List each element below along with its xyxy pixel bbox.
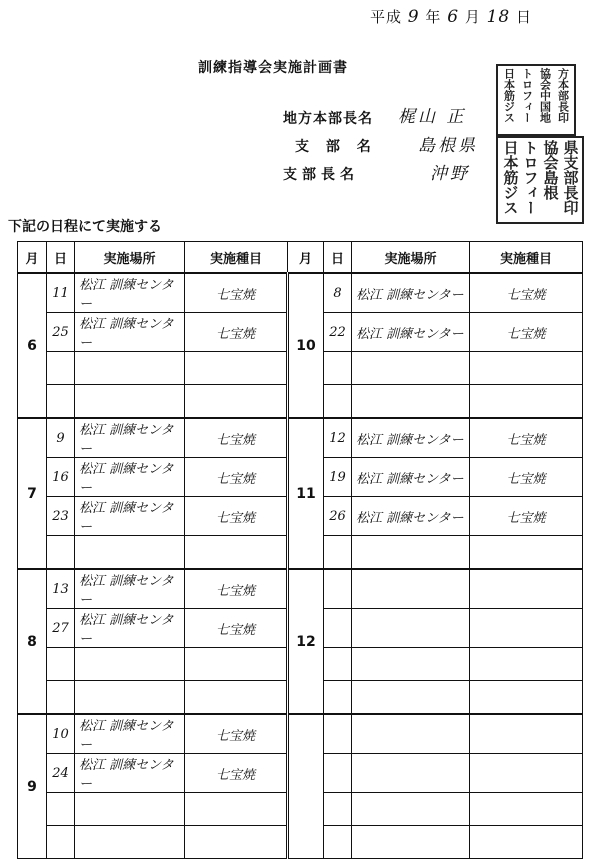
col-month-right: 月	[288, 242, 324, 274]
month-cell-right: 11	[288, 418, 324, 569]
table-row	[18, 714, 583, 754]
type-cell: 七宝焼	[185, 714, 288, 754]
day-cell	[324, 793, 352, 826]
table-row	[18, 273, 583, 313]
day-cell: 26	[324, 497, 352, 536]
date-month-unit: 月	[464, 8, 481, 26]
day-cell: 23	[47, 497, 75, 536]
month-cell-left: 7	[18, 418, 47, 569]
day-cell	[324, 754, 352, 793]
col-place-right: 実施場所	[352, 242, 470, 274]
place-cell: 松江 訓練センター	[75, 569, 185, 609]
type-cell	[185, 793, 288, 826]
place-cell	[75, 352, 185, 385]
branch-head-value: 沖野	[430, 164, 470, 184]
type-cell	[470, 609, 583, 648]
day-cell	[47, 648, 75, 681]
type-cell: 七宝焼	[470, 418, 583, 458]
day-cell	[47, 536, 75, 570]
branch-head-label: 支部長名	[283, 167, 359, 183]
type-cell: 七宝焼	[470, 497, 583, 536]
place-cell: 松江 訓練センター	[75, 313, 185, 352]
regional-seal-stamp: 方本部長印 協会中国地 トロフィー 日本筋ジス	[496, 64, 576, 136]
branch-seal-stamp: 県支部長印 協会島根 トロフィー 日本筋ジス	[496, 136, 584, 224]
date-era: 平成	[370, 8, 403, 26]
place-cell: 松江 訓練センター	[75, 458, 185, 497]
place-cell	[352, 352, 470, 385]
place-cell	[352, 385, 470, 419]
day-cell	[47, 826, 75, 859]
month-cell-left: 8	[18, 569, 47, 714]
place-cell	[75, 648, 185, 681]
col-month-left: 月	[18, 242, 47, 274]
type-cell	[470, 754, 583, 793]
place-cell: 松江 訓練センター	[75, 714, 185, 754]
place-cell	[352, 648, 470, 681]
day-cell	[324, 569, 352, 609]
place-cell: 松江 訓練センター	[75, 418, 185, 458]
col-place-left: 実施場所	[75, 242, 185, 274]
place-cell: 松江 訓練センター	[352, 497, 470, 536]
col-type-right: 実施種目	[470, 242, 583, 274]
type-cell	[185, 681, 288, 715]
type-cell	[470, 352, 583, 385]
month-cell-left: 6	[18, 273, 47, 418]
type-cell: 七宝焼	[470, 273, 583, 313]
col-day-right: 日	[324, 242, 352, 274]
place-cell	[75, 826, 185, 859]
place-cell	[352, 609, 470, 648]
col-type-left: 実施種目	[185, 242, 288, 274]
type-cell	[470, 536, 583, 570]
month-cell-right	[288, 714, 324, 859]
type-cell	[470, 793, 583, 826]
regional-head-value: 梶山 正	[398, 107, 467, 127]
type-cell	[185, 385, 288, 419]
place-cell: 松江 訓練センター	[75, 273, 185, 313]
type-cell	[470, 648, 583, 681]
place-cell	[75, 536, 185, 570]
day-cell	[324, 681, 352, 715]
intro-text: 下記の日程にて実施する	[8, 219, 162, 235]
day-cell: 13	[47, 569, 75, 609]
place-cell: 松江 訓練センター	[352, 313, 470, 352]
type-cell	[185, 826, 288, 859]
type-cell	[185, 536, 288, 570]
day-cell: 19	[324, 458, 352, 497]
type-cell: 七宝焼	[470, 458, 583, 497]
day-cell: 12	[324, 418, 352, 458]
type-cell: 七宝焼	[185, 754, 288, 793]
month-cell-right: 10	[288, 273, 324, 418]
date-day-unit: 日	[516, 8, 533, 26]
month-cell-left: 9	[18, 714, 47, 859]
regional-head-label: 地方本部長名	[283, 111, 373, 127]
type-cell	[470, 681, 583, 715]
day-cell: 27	[47, 609, 75, 648]
day-cell	[47, 352, 75, 385]
type-cell	[185, 352, 288, 385]
day-cell: 9	[47, 418, 75, 458]
type-cell: 七宝焼	[470, 313, 583, 352]
day-cell	[324, 609, 352, 648]
document-date	[370, 6, 532, 27]
date-month: 6	[447, 7, 460, 27]
schedule-table	[17, 241, 583, 859]
type-cell	[470, 826, 583, 859]
type-cell: 七宝焼	[185, 569, 288, 609]
place-cell	[352, 826, 470, 859]
type-cell	[470, 569, 583, 609]
type-cell: 七宝焼	[185, 458, 288, 497]
day-cell	[47, 385, 75, 419]
branch-name-label: 支 部 名	[295, 139, 377, 155]
place-cell	[75, 681, 185, 715]
table-header-row	[18, 242, 583, 274]
day-cell: 22	[324, 313, 352, 352]
place-cell	[352, 754, 470, 793]
place-cell: 松江 訓練センター	[75, 497, 185, 536]
day-cell	[47, 681, 75, 715]
day-cell: 25	[47, 313, 75, 352]
col-day-left: 日	[47, 242, 75, 274]
place-cell	[352, 569, 470, 609]
place-cell	[352, 681, 470, 715]
day-cell	[47, 793, 75, 826]
place-cell: 松江 訓練センター	[352, 273, 470, 313]
type-cell: 七宝焼	[185, 273, 288, 313]
place-cell: 松江 訓練センター	[75, 754, 185, 793]
type-cell: 七宝焼	[185, 313, 288, 352]
date-day: 18	[486, 7, 511, 27]
day-cell	[324, 714, 352, 754]
day-cell	[324, 352, 352, 385]
type-cell	[470, 714, 583, 754]
day-cell: 16	[47, 458, 75, 497]
date-year-unit: 年	[425, 8, 442, 26]
type-cell	[470, 385, 583, 419]
day-cell	[324, 536, 352, 570]
place-cell	[352, 793, 470, 826]
place-cell: 松江 訓練センター	[75, 609, 185, 648]
place-cell	[352, 714, 470, 754]
place-cell: 松江 訓練センター	[352, 418, 470, 458]
type-cell: 七宝焼	[185, 497, 288, 536]
type-cell: 七宝焼	[185, 609, 288, 648]
type-cell	[185, 648, 288, 681]
branch-name-value: 島根県	[418, 136, 478, 156]
day-cell: 10	[47, 714, 75, 754]
day-cell	[324, 385, 352, 419]
day-cell: 8	[324, 273, 352, 313]
place-cell: 松江 訓練センター	[352, 458, 470, 497]
document-title: 訓練指導会実施計画書	[198, 60, 348, 76]
day-cell: 24	[47, 754, 75, 793]
place-cell	[75, 385, 185, 419]
date-year: 9	[407, 7, 420, 27]
place-cell	[75, 793, 185, 826]
day-cell	[324, 826, 352, 859]
place-cell	[352, 536, 470, 570]
day-cell: 11	[47, 273, 75, 313]
table-row	[18, 418, 583, 458]
type-cell: 七宝焼	[185, 418, 288, 458]
table-row	[18, 569, 583, 609]
month-cell-right: 12	[288, 569, 324, 714]
day-cell	[324, 648, 352, 681]
